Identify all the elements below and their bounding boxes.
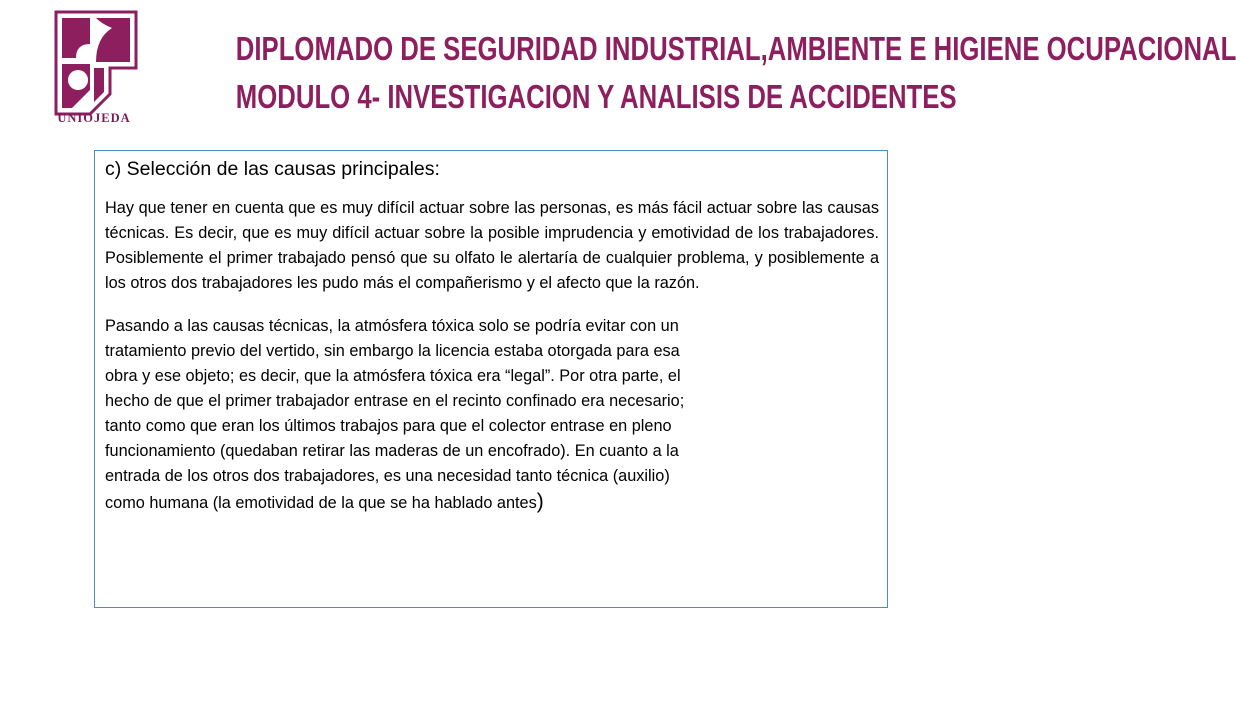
module-title: MODULO 4- INVESTIGACION Y ANALISIS DE ACCIDENTES <box>235 78 957 115</box>
paragraph-line: tanto como que eran los últimos trabajos para que el colector entrase en pleno <box>105 417 672 435</box>
content-box <box>94 150 888 608</box>
section-heading: c) Selección de las causas principales: <box>105 158 440 180</box>
uniojeda-logo-icon <box>50 8 140 128</box>
logo-caption: UNIOJEDA <box>57 111 131 125</box>
paragraph-personal-causes: Hay que tener en cuenta que es muy difícil actuar sobre las personas, es más fácil actuar sobre las causas técnicas. Es decir, que es muy difícil actuar sobre la posible imprudencia y emotividad de los trabajadores. Posiblemente el primer trabajado pensó que su olfato le alertaría de cualquier problema, y posiblemente a los otros dos trabajadores les pudo más el compañerismo y el afecto que la razón. <box>105 199 879 292</box>
paragraph-line: funcionamiento (quedaban retirar las maderas de un encofrado). En cuanto a la <box>105 442 679 460</box>
paragraph-line: Pasando a las causas técnicas, la atmósfera tóxica solo se podría evitar con un <box>105 317 679 335</box>
paragraph-line: hecho de que el primer trabajador entrase en el recinto confinado era necesario; <box>105 392 685 410</box>
paragraph-line: entrada de los otros dos trabajadores, es una necesidad tanto técnica (auxilio) <box>105 467 670 485</box>
paragraph-technical-causes <box>105 314 879 516</box>
paragraph-line: obra y ese objeto; es decir, que la atmósfera tóxica era “legal”. Por otra parte, el <box>105 367 681 385</box>
paragraph-last-line <box>105 489 879 516</box>
paragraph-line: tratamiento previo del vertido, sin embargo la licencia estaba otorgada para esa <box>105 342 680 360</box>
course-title: DIPLOMADO DE SEGURIDAD INDUSTRIAL,AMBIENTE E HIGIENE OCUPACIONAL <box>235 30 1236 67</box>
closing-parenthesis: ) <box>536 490 544 513</box>
paragraph-line-text: como humana (la emotividad de la que se ha hablado antes <box>105 494 537 512</box>
